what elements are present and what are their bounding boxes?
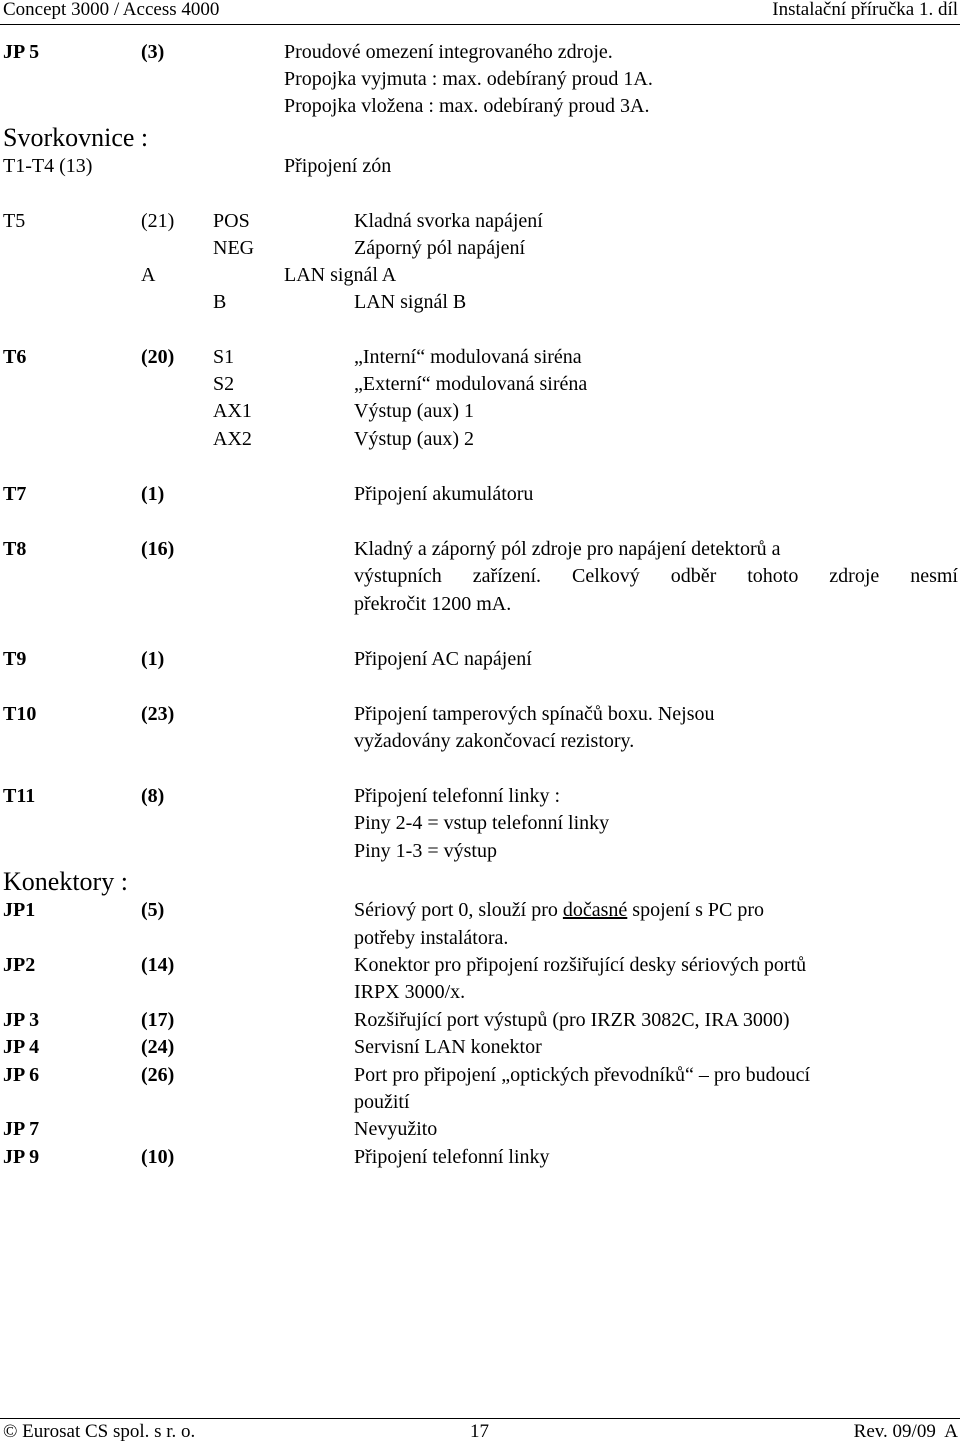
jp1-code: JP1 <box>3 899 36 921</box>
jp6-ref: (26) <box>141 1064 175 1086</box>
jp9-desc: Připojení telefonní linky <box>354 1146 550 1168</box>
t6-code: T6 <box>3 346 27 368</box>
jp1-line <box>354 897 764 924</box>
jp4-code: JP 4 <box>3 1036 40 1058</box>
t5-ref: (21) <box>141 210 175 232</box>
t9-desc: Připojení AC napájení <box>354 648 532 670</box>
jp5-ref: (3) <box>141 41 165 63</box>
t5-pin: B <box>213 291 227 313</box>
t5-pin-desc: LAN signál A <box>284 264 397 286</box>
jp6-line: použití <box>354 1091 410 1113</box>
t11-ref: (8) <box>141 785 165 807</box>
footer-copyright: © Eurosat CS spol. s r. o. <box>3 1421 196 1442</box>
jp5-line: Propojka vložena : max. odebíraný proud 3A. <box>284 95 650 117</box>
t5-pin-desc: Kladná svorka napájení <box>354 210 543 232</box>
t7-desc: Připojení akumulátoru <box>354 483 534 505</box>
t8-line: výstupních zařízení. Celkový odběr tohoto zdroje nesmí <box>354 565 958 587</box>
t10-line: Připojení tamperových spínačů boxu. Nejsou <box>354 703 715 725</box>
jp2-code: JP2 <box>3 954 36 976</box>
jp4-ref: (24) <box>141 1036 175 1058</box>
jp5-line: Propojka vyjmuta : max. odebíraný proud 1A. <box>284 68 653 90</box>
t10-line: vyžadovány zakončovací rezistory. <box>354 730 635 752</box>
t6-ref: (20) <box>141 346 175 368</box>
jp7-desc: Nevyužito <box>354 1118 438 1140</box>
jp2-line: IRPX 3000/x. <box>354 981 466 1003</box>
t11-line: Připojení telefonní linky : <box>354 785 561 807</box>
t11-code: T11 <box>3 785 36 807</box>
t10-code: T10 <box>3 703 37 725</box>
jp3-ref: (17) <box>141 1009 175 1031</box>
page-footer <box>0 1418 960 1445</box>
t6-pin: AX1 <box>213 400 252 422</box>
page-number: 17 <box>470 1421 489 1442</box>
jp3-code: JP 3 <box>3 1009 40 1031</box>
t5-pin: A <box>141 264 156 286</box>
jp1-underlined-word: dočasné <box>562 899 628 921</box>
jp2-line: Konektor pro připojení rozšiřující desky sériových portů <box>354 954 807 976</box>
t8-code: T8 <box>3 538 27 560</box>
t6-pin: S2 <box>213 373 235 395</box>
page-header <box>0 0 960 25</box>
footer-revision: Rev. 09/09 A <box>853 1421 958 1442</box>
t8-ref: (16) <box>141 538 175 560</box>
jp4-desc: Servisní LAN konektor <box>354 1036 542 1058</box>
jp1-line-start: Sériový port 0, slouží pro <box>354 899 563 921</box>
header-title: Concept 3000 / Access 4000 <box>3 0 220 20</box>
t6-pin-desc: Výstup (aux) 2 <box>354 428 474 450</box>
jp1-line-end: spojení s PC pro <box>627 899 764 921</box>
jp2-ref: (14) <box>141 954 175 976</box>
jp6-code: JP 6 <box>3 1064 40 1086</box>
t5-pin: NEG <box>213 237 255 259</box>
t6-pin: S1 <box>213 346 235 368</box>
jp6-line: Port pro připojení „optických převodníků“ – pro budoucí <box>354 1064 811 1086</box>
konektory-heading: Konektory : <box>3 867 128 896</box>
svorkovnice-heading: Svorkovnice : <box>3 123 149 152</box>
header-document: Instalační příručka 1. díl <box>772 0 958 20</box>
t9-ref: (1) <box>141 648 165 670</box>
jp1-ref: (5) <box>141 899 165 921</box>
t11-line: Piny 2-4 = vstup telefonní linky <box>354 812 610 834</box>
jp5-line: Proudové omezení integrovaného zdroje. <box>284 41 613 63</box>
t5-code: T5 <box>3 210 26 232</box>
jp1-line: potřeby instalátora. <box>354 927 509 949</box>
t9-code: T9 <box>3 648 27 670</box>
t11-line: Piny 1-3 = výstup <box>354 840 497 862</box>
t5-pin-desc: Záporný pól napájení <box>354 237 526 259</box>
jp9-code: JP 9 <box>3 1146 40 1168</box>
t1t4-desc: Připojení zón <box>284 155 392 177</box>
t1t4-code: T1-T4 (13) <box>3 155 93 177</box>
t7-ref: (1) <box>141 483 165 505</box>
t6-pin-desc: Výstup (aux) 1 <box>354 400 474 422</box>
t6-pin-desc: „Interní“ modulovaná siréna <box>354 346 582 368</box>
t8-line: překročit 1200 mA. <box>354 593 512 615</box>
t6-pin-desc: „Externí“ modulovaná siréna <box>354 373 588 395</box>
t6-pin: AX2 <box>213 428 252 450</box>
t7-code: T7 <box>3 483 27 505</box>
t8-line: Kladný a záporný pól zdroje pro napájení detektorů a <box>354 538 781 560</box>
jp9-ref: (10) <box>141 1146 175 1168</box>
t5-pin-desc: LAN signál B <box>354 291 467 313</box>
t5-pin: POS <box>213 210 250 232</box>
t10-ref: (23) <box>141 703 175 725</box>
jp7-code: JP 7 <box>3 1118 40 1140</box>
jp5-code: JP 5 <box>3 41 40 63</box>
jp3-desc: Rozšiřující port výstupů (pro IRZR 3082C, IRA 3000) <box>354 1009 790 1031</box>
